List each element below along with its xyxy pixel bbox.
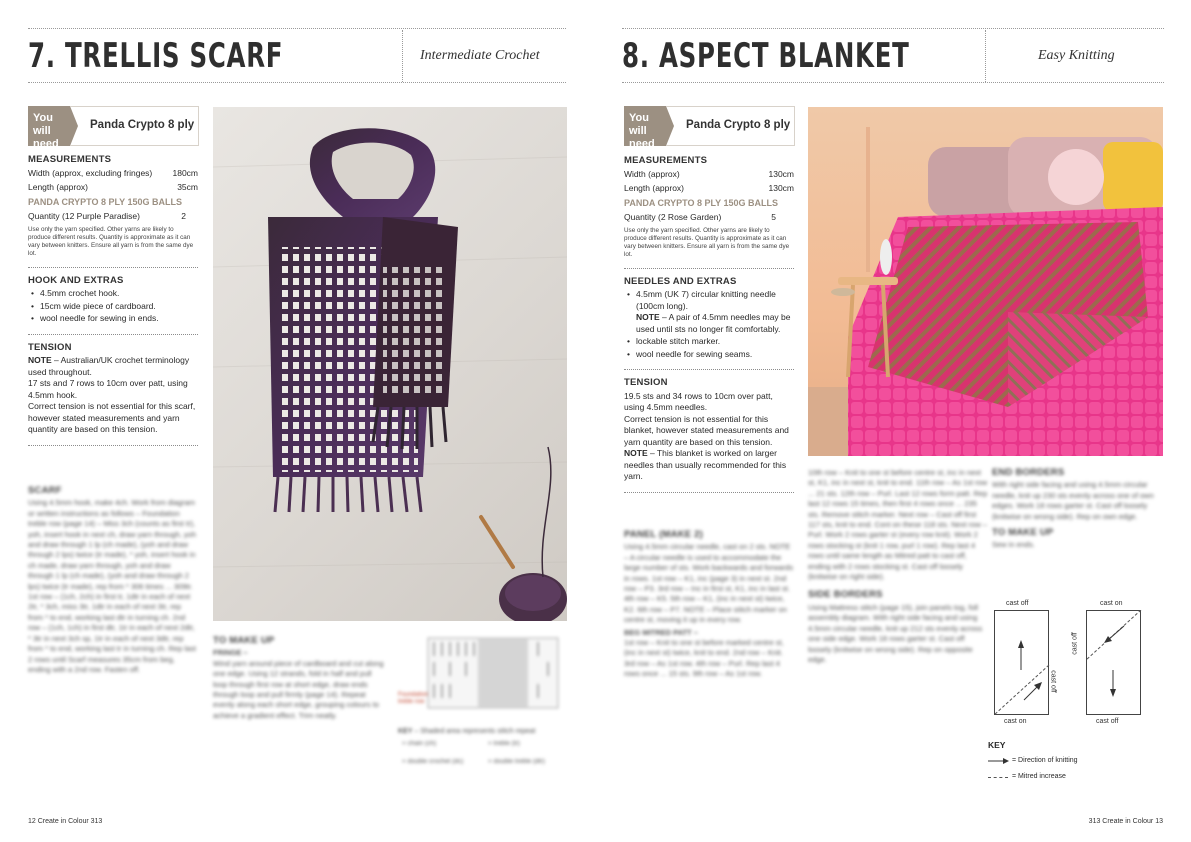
yarn-note: Use only the yarn specified. Other yarns are likely to produce different results. Quantity is approximate as it can vary between knitters. Ensure all yarn is from the same dye lot. [28, 225, 194, 257]
cast-off-label: cast off [1006, 600, 1029, 607]
scarf-text: Using 4.5mm hook, make 4ch. Work from diagram or written instructions as follows – Foundation treble row (page 14) – Miss 3ch (counts as first tr), yoh, insert hook in next ch, draw yarn through, yoh and draw through 1 lp (ch made), (yoh and draw through 2 lps) twice (tr made), * yoh, insert hook in ch made, draw yarn through, yoh and draw through 1 lp (ch made), (yoh and draw through 2 lps) twice (tr made), rep from * 306 times ... 309tr. 1st row – (1ch, 2ch) in first tr, 1dtr in each of next 2tr, * 3ch, miss 3tr, 1dtr in each of next 3tr, rep from * to end, working last dtr in turning ch. 2nd row – (1ch, 1ch) in first dtr, 1tr in each of next 2dtr, * 3tr in next 3ch sp, 1tr in each of next 3dtr, rep from * to end, working last tr in turning ch. Rep last 2 rows until Scarf measures 35cm from beg, ending with a 2nd row. Fasten off. [28, 498, 197, 674]
page-title: 8. ASPECT BLANKET [622, 36, 910, 76]
list-item: • wool needle for sewing in ends. [28, 313, 198, 325]
you-will-need-box [28, 106, 199, 150]
balls-heading: PANDA CRYPTO 8 PLY 150G BALLS [624, 197, 779, 208]
chart-side-label: Foundation treble row [398, 692, 429, 705]
tension-text: 19.5 sts and 34 rows to 10cm over patt, using 4.5mm needles. [624, 390, 773, 412]
right-page [596, 0, 1191, 842]
balls-heading: PANDA CRYPTO 8 PLY 150G BALLS [28, 196, 183, 207]
make-up-section [213, 636, 385, 721]
yarn-name: Panda Crypto 8 ply [686, 119, 791, 131]
page-footer: 313 Create in Colour 13 [1088, 818, 1163, 825]
key-item: = double treble (dtr) [488, 758, 545, 765]
measurement-row: Length (approx) 130cm [624, 183, 794, 193]
needles-heading: NEEDLES AND EXTRAS [624, 275, 737, 287]
end-borders-heading: END BORDERS [992, 467, 1065, 478]
cast-off-side-label: cast off [1071, 632, 1079, 655]
top-rule [28, 28, 566, 29]
key-heading: KEY [398, 728, 413, 735]
title-bottom-rule [28, 82, 566, 83]
hook-heading: HOOK AND EXTRAS [28, 274, 124, 286]
cast-off-label: cast off [1096, 718, 1119, 725]
title-divider [985, 30, 986, 82]
key-caption: Shaded area represents stitch repeat [420, 728, 536, 735]
assembly-diagram [988, 600, 1164, 790]
fringe-label: FRINGE – [213, 648, 248, 658]
mitred-line-icon [988, 777, 1008, 778]
column-text: 10th row – Knit to one st before centre st, inc in next st, K1, inc in next st, knit to end. 11th row – As 1st row ... 21 sts. 12th row – Purl. Last 12 rows form patt. Rep last 12 rows 15 times, then first 4 rows once ... 235 sts. Remove stitch marker. Next row – Cast off first 117 sts, knit to end. Cont on these 118 sts. Next row – Purl. Work 2 rows garter st (every row knit). Work 2 rows stocking st (knit 1 row, purl 1 row). Rep last 4 rows until same length as Mitred patt to cast off, ending with 2 rows stocking st. Cast off loosely (knitwise on right side). [808, 468, 988, 582]
list-item: • lockable stitch marker. [624, 336, 794, 348]
tension-text: Correct tension is not essential for this scarf, however stated measurements and yarn quantity are based on this tension. [28, 401, 196, 434]
instructions-column-3 [992, 468, 1164, 551]
left-page [0, 0, 595, 842]
materials-column [624, 155, 794, 500]
measurements-heading: MEASUREMENTS [624, 155, 708, 166]
title-bottom-rule [622, 82, 1164, 83]
tension-note: NOTE – This blanket is worked on larger needles than usually recommended for this yarn. [624, 448, 787, 481]
you-will-need-badge: You will need [28, 106, 70, 146]
key-direction: = Direction of knitting [1012, 757, 1078, 764]
list-item: • 4.5mm (UK 7) circular knitting needle (100cm long). NOTE – A pair of 4.5mm needles may be used until sts no longer fit comfortably. [624, 289, 794, 335]
divider [624, 369, 794, 370]
scarf-photo [213, 107, 567, 621]
end-borders-text: With right side facing and using 4.5mm circular needle, knit up 230 sts evenly across one of own edges. Work 18 rows garter st. Cast off loosely (knitwise on wrong side). Rep on own edge. [992, 480, 1154, 521]
key-item: = treble (tr) [488, 740, 520, 747]
divider [624, 492, 794, 493]
materials-column [28, 154, 198, 453]
tension-text: Correct tension is not essential for this blanket, however stated measurements and yarn quantity are based on this tension. [624, 413, 789, 447]
list-item: • 15cm wide piece of cardboard. [28, 301, 198, 313]
tension-text: 17 sts and 7 rows to 10cm over patt, using 4.5mm hook. [28, 378, 188, 400]
tension-note: NOTE – Australian/UK crochet terminology used throughout. [28, 355, 190, 377]
cast-on-label: cast on [1004, 718, 1027, 725]
difficulty-label: Easy Knitting [1038, 48, 1115, 63]
divider [624, 268, 794, 269]
panel-arrows [994, 610, 1050, 716]
title-divider [402, 30, 403, 82]
blanket-photo [808, 107, 1163, 456]
divider [28, 267, 198, 268]
panel-heading: PANEL (MAKE 2) [624, 529, 703, 540]
key-mitred: = Mitred increase [1012, 773, 1066, 780]
page-title: 7. TRELLIS SCARF [28, 36, 284, 76]
yarn-name: Panda Crypto 8 ply [90, 119, 195, 131]
quantity-row: Quantity (2 Rose Garden) 5 [624, 212, 776, 222]
direction-arrow-icon [988, 756, 1010, 766]
page-footer: 12 Create in Colour 313 [28, 818, 103, 825]
divider [28, 334, 198, 335]
side-borders-heading: SIDE BORDERS [808, 589, 883, 601]
scarf-illustration [213, 107, 567, 621]
tension-heading: TENSION [28, 341, 72, 353]
cast-on-label: cast on [1100, 600, 1123, 607]
key-item: = double crochet (dc) [402, 758, 464, 765]
measurements-heading: MEASUREMENTS [28, 154, 112, 165]
mitred-label: BEG MITRED PATT – [624, 627, 698, 637]
chart-key-row: KEY – Shaded area represents stitch repeat [398, 728, 536, 735]
measurement-row: Width (approx) 130cm [624, 168, 794, 179]
yarn-note: Use only the yarn specified. Other yarns are likely to produce different results. Quantity is approximate as it can vary between knitters. Ensure all yarn is from the same dye lot. [624, 226, 790, 258]
crochet-chart [398, 636, 568, 776]
list-item: • wool needle for sewing seams. [624, 349, 794, 361]
you-will-need-box [624, 106, 795, 150]
panel-text: Using 4.5mm circular needle, cast on 2 sts. NOTE – A circular needle is used to accommodate the large number of sts. Work backwards and forwards in rows. 1st row – K1, inc (page 3) in next st. 2nd row – P3. 3rd row – Inc in first st, K1, inc in last st. 4th row – K5. 5th row – K1, (inc in next st) twice, K2. 6th row – P7. NOTE – Place stitch marker on centre st, moving it up in every row. [624, 542, 794, 625]
difficulty-label: Intermediate Crochet [420, 48, 540, 63]
divider [28, 445, 198, 446]
measurement-row: Width (approx, excluding fringes) 180cm [28, 167, 198, 178]
panel-text: 1st row – Knit to one st before marked centre st, (inc in next st) twice, knit to end. 2nd row – Knit. 3rd row – As 1st row. 4th row – Purl. Rep last 4 rows once ... 15 sts. 9th row – As 1st row. [624, 638, 784, 679]
cast-off-side-label: cast off [1049, 670, 1057, 693]
panel-instructions [624, 530, 794, 680]
tension-heading: TENSION [624, 377, 668, 388]
scarf-heading: SCARF [28, 485, 62, 496]
blanket-illustration [808, 107, 1163, 456]
side-borders-text: Using Mattress stitch (page 15), join panels tog, foll assembly diagram. With right side facing and using 4.5mm circular needle, knit up 212 sts evenly across one side edge. Work 18 rows garter st. Cast off loosely (knitwise on wrong side). Rep on opposite edge. [808, 602, 983, 664]
key-item: = chain (ch) [402, 740, 437, 747]
make-up-text: Sew in ends. [992, 540, 1035, 550]
instructions-column-2 [808, 468, 988, 665]
make-up-text: Wind yarn around piece of cardboard and cut along one edge. Using 12 strands, fold in half and pull loop through first row at short edge, draw ends through loop and pull firmly (page 14). Repeat evenly along each short edge, grouping colours to achieve a gradient effect. Trim neatly. [213, 658, 384, 720]
top-rule [622, 28, 1164, 29]
key-heading: KEY [988, 740, 1006, 750]
quantity-row: Quantity (12 Purple Paradise) 2 [28, 211, 186, 221]
make-up-heading: TO MAKE UP [992, 527, 1054, 539]
you-will-need-badge: You will need [624, 106, 666, 146]
list-item: • 4.5mm crochet hook. [28, 288, 198, 300]
measurement-row: Length (approx) 35cm [28, 182, 198, 192]
scarf-instructions [28, 486, 198, 675]
panel-arrows [1086, 610, 1142, 716]
make-up-heading: TO MAKE UP [213, 635, 275, 646]
